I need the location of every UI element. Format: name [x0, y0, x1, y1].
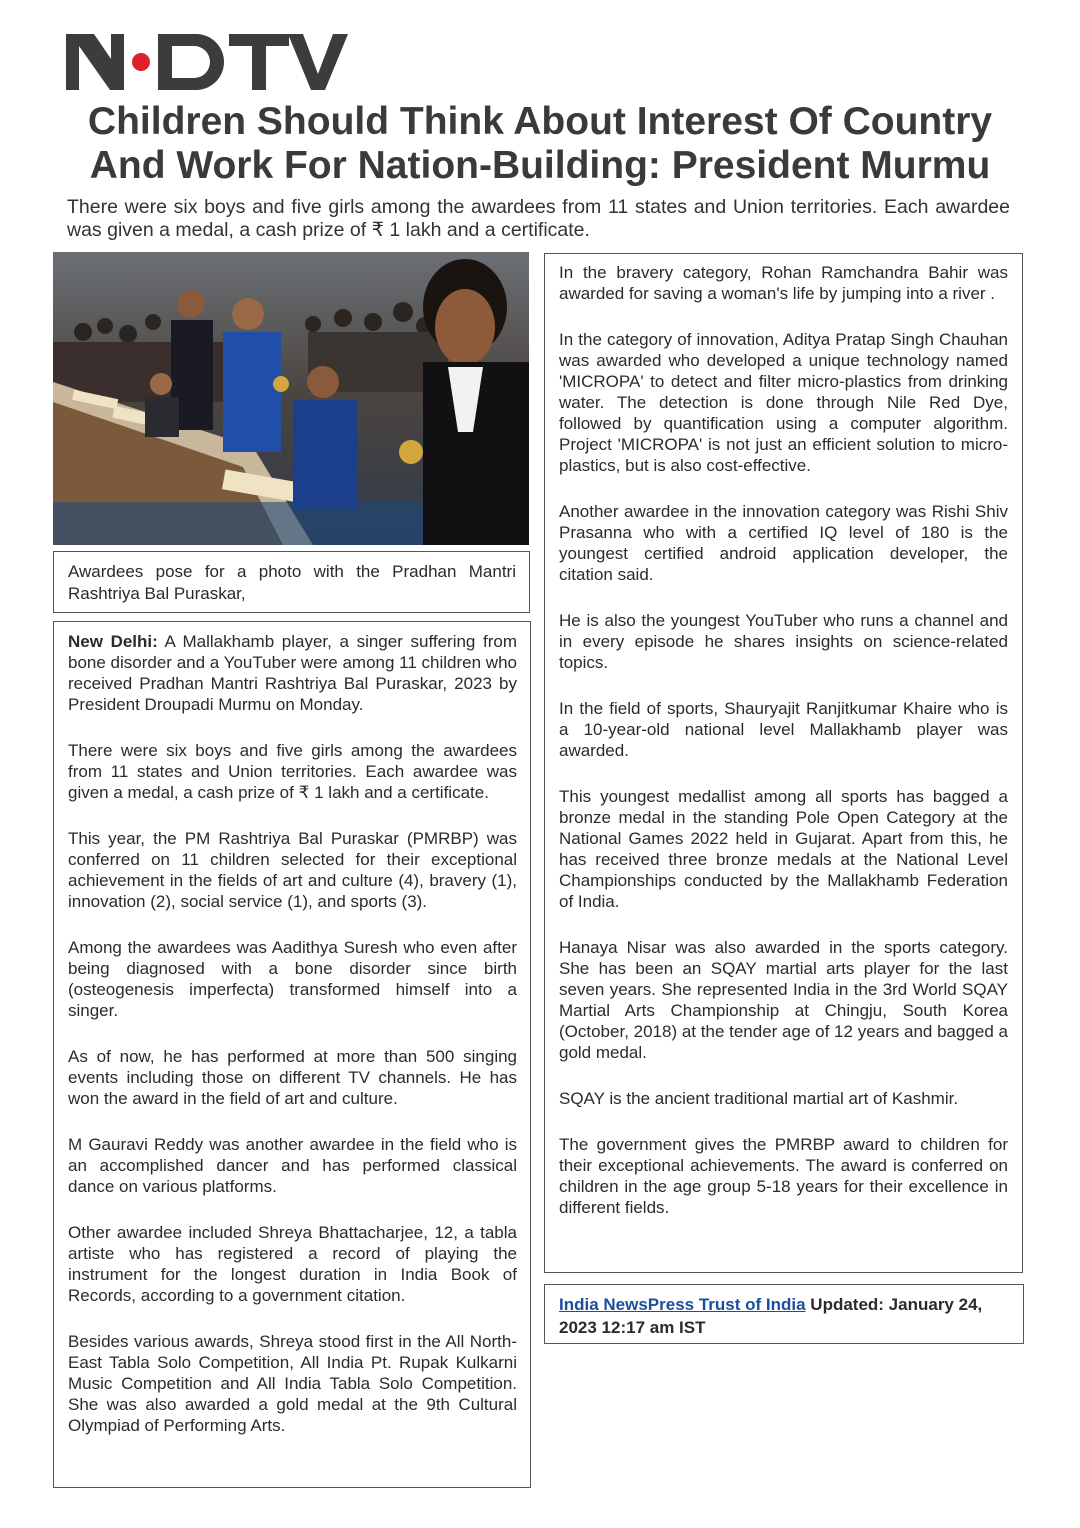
headline-line-2: And Work For Nation-Building: President Murmu — [89, 144, 991, 187]
dateline: New Delhi: — [68, 632, 158, 651]
paragraph: Other awardee included Shreya Bhattacharjee, 12, a tabla artiste who has registered a record of playing the instrument for the longest duration in India Book of Records, according to a government citation. — [68, 1223, 517, 1305]
paragraph-text: A Mallakhamb player, a singer suffering from bone disorder and a YouTuber were among 11 children who received Pradhan Mantri Rashtriya Bal Puraskar, 2023 by President Droupadi Murmu on Monday. — [68, 632, 518, 714]
paragraph: In the category of innovation, Aditya Pratap Singh Chauhan was awarded who developed a unique technology named 'MICROPA' to detect and filter micro-plastics from drinking water. The detection is done through Nile Red Dye, followed by quantification using a computer algorithm. Project 'MICROPA' is not just an efficient solution to micro- plastics, but is also cost-effective. — [559, 330, 1008, 475]
paragraph: Among the awardees was Aadithya Suresh who even after being diagnosed with a bone disorder since birth (osteogenesis imperfecta) transformed himself into a singer. — [68, 938, 517, 1020]
paragraph: In the bravery category, Rohan Ramchandra Bahir was awarded for saving a woman's life by jumping into a river . — [559, 263, 1008, 303]
paragraph: This youngest medallist among all sports has bagged a bronze medal in the standing Pole Open Category at the National Games 2022 held in Gujarat. Apart from this, he has received three bronze medals at the National Level Championships conducted by the Mallakhamb Federation of India. — [559, 787, 1008, 911]
headline-line-1: Children Should Think About Interest Of Country — [87, 100, 993, 143]
left-article-column — [53, 621, 531, 1488]
paragraph: M Gauravi Reddy was another awardee in the field who is an accomplished dancer and has performed classical dance on various platforms. — [68, 1135, 517, 1196]
right-article-column — [544, 253, 1023, 1273]
paragraph: Hanaya Nisar was also awarded in the sports category. She has been an SQAY martial arts player for the last seven years. She represented India in the 3rd World SQAY Martial Arts Championship at Chingju, South Korea (October, 2018) at the tender age of 12 years and bagged a gold medal. — [559, 938, 1008, 1062]
paragraph — [68, 631, 517, 715]
paragraph: In the field of sports, Shauryajit Ranjitkumar Khaire who is a 10-year-old national level Mallakhamb player was awarded. — [559, 699, 1008, 760]
awardees-photo — [53, 252, 529, 545]
headline — [40, 100, 1040, 188]
source-credit — [544, 1284, 1024, 1344]
paragraph: The government gives the PMRBP award to children for their exceptional achievements. The award is conferred on children in the age group 5-18 years for their excellence in different fields. — [559, 1135, 1008, 1217]
ndtv-logo-icon — [66, 34, 348, 94]
standfirst: There were six boys and five girls among the awardees from 11 states and Union territories. Each awardee was given a medal, a cash prize of ₹ 1 lakh and a certificate. — [67, 196, 1010, 241]
paragraph: Besides various awards, Shreya stood first in the All North-East Tabla Solo Competition, All India Pt. Rupak Kulkarni Music Competition and All India Tabla Solo Competition. She was also awarded a gold medal at the 9th Cultural Olympiad of Performing Arts. — [68, 1332, 517, 1435]
paragraph: Another awardee in the innovation category was Rishi Shiv Prasanna who with a certified IQ level of 180 is the youngest certified android application developer, the citation said. — [559, 502, 1008, 584]
paragraph: This year, the PM Rashtriya Bal Puraskar (PMRBP) was conferred on 11 children selected for their exceptional achievement in the fields of art and culture (4), bravery (1), innovation (2), social service (1), and sports (3). — [68, 829, 517, 911]
paragraph: As of now, he has performed at more than 500 singing events including those on different TV channels. He has won the award in the field of art and culture. — [68, 1047, 517, 1108]
paragraph: There were six boys and five girls among the awardees from 11 states and Union territories. Each awardee was given a medal, a cash prize of ₹ 1 lakh and a certificate. — [68, 741, 517, 802]
paragraph: He is also the youngest YouTuber who runs a channel and in every episode he shares insights on science-related topics. — [559, 611, 1008, 672]
updated-timestamp: Updated: January 24, 2023 12:17 am IST — [559, 1295, 983, 1337]
photo-caption: Awardees pose for a photo with the Pradhan Mantri Rashtriya Bal Puraskar, — [53, 551, 530, 613]
paragraph: SQAY is the ancient traditional martial art of Kashmir. — [559, 1089, 959, 1108]
source-link[interactable]: India NewsPress Trust of India — [559, 1295, 806, 1314]
